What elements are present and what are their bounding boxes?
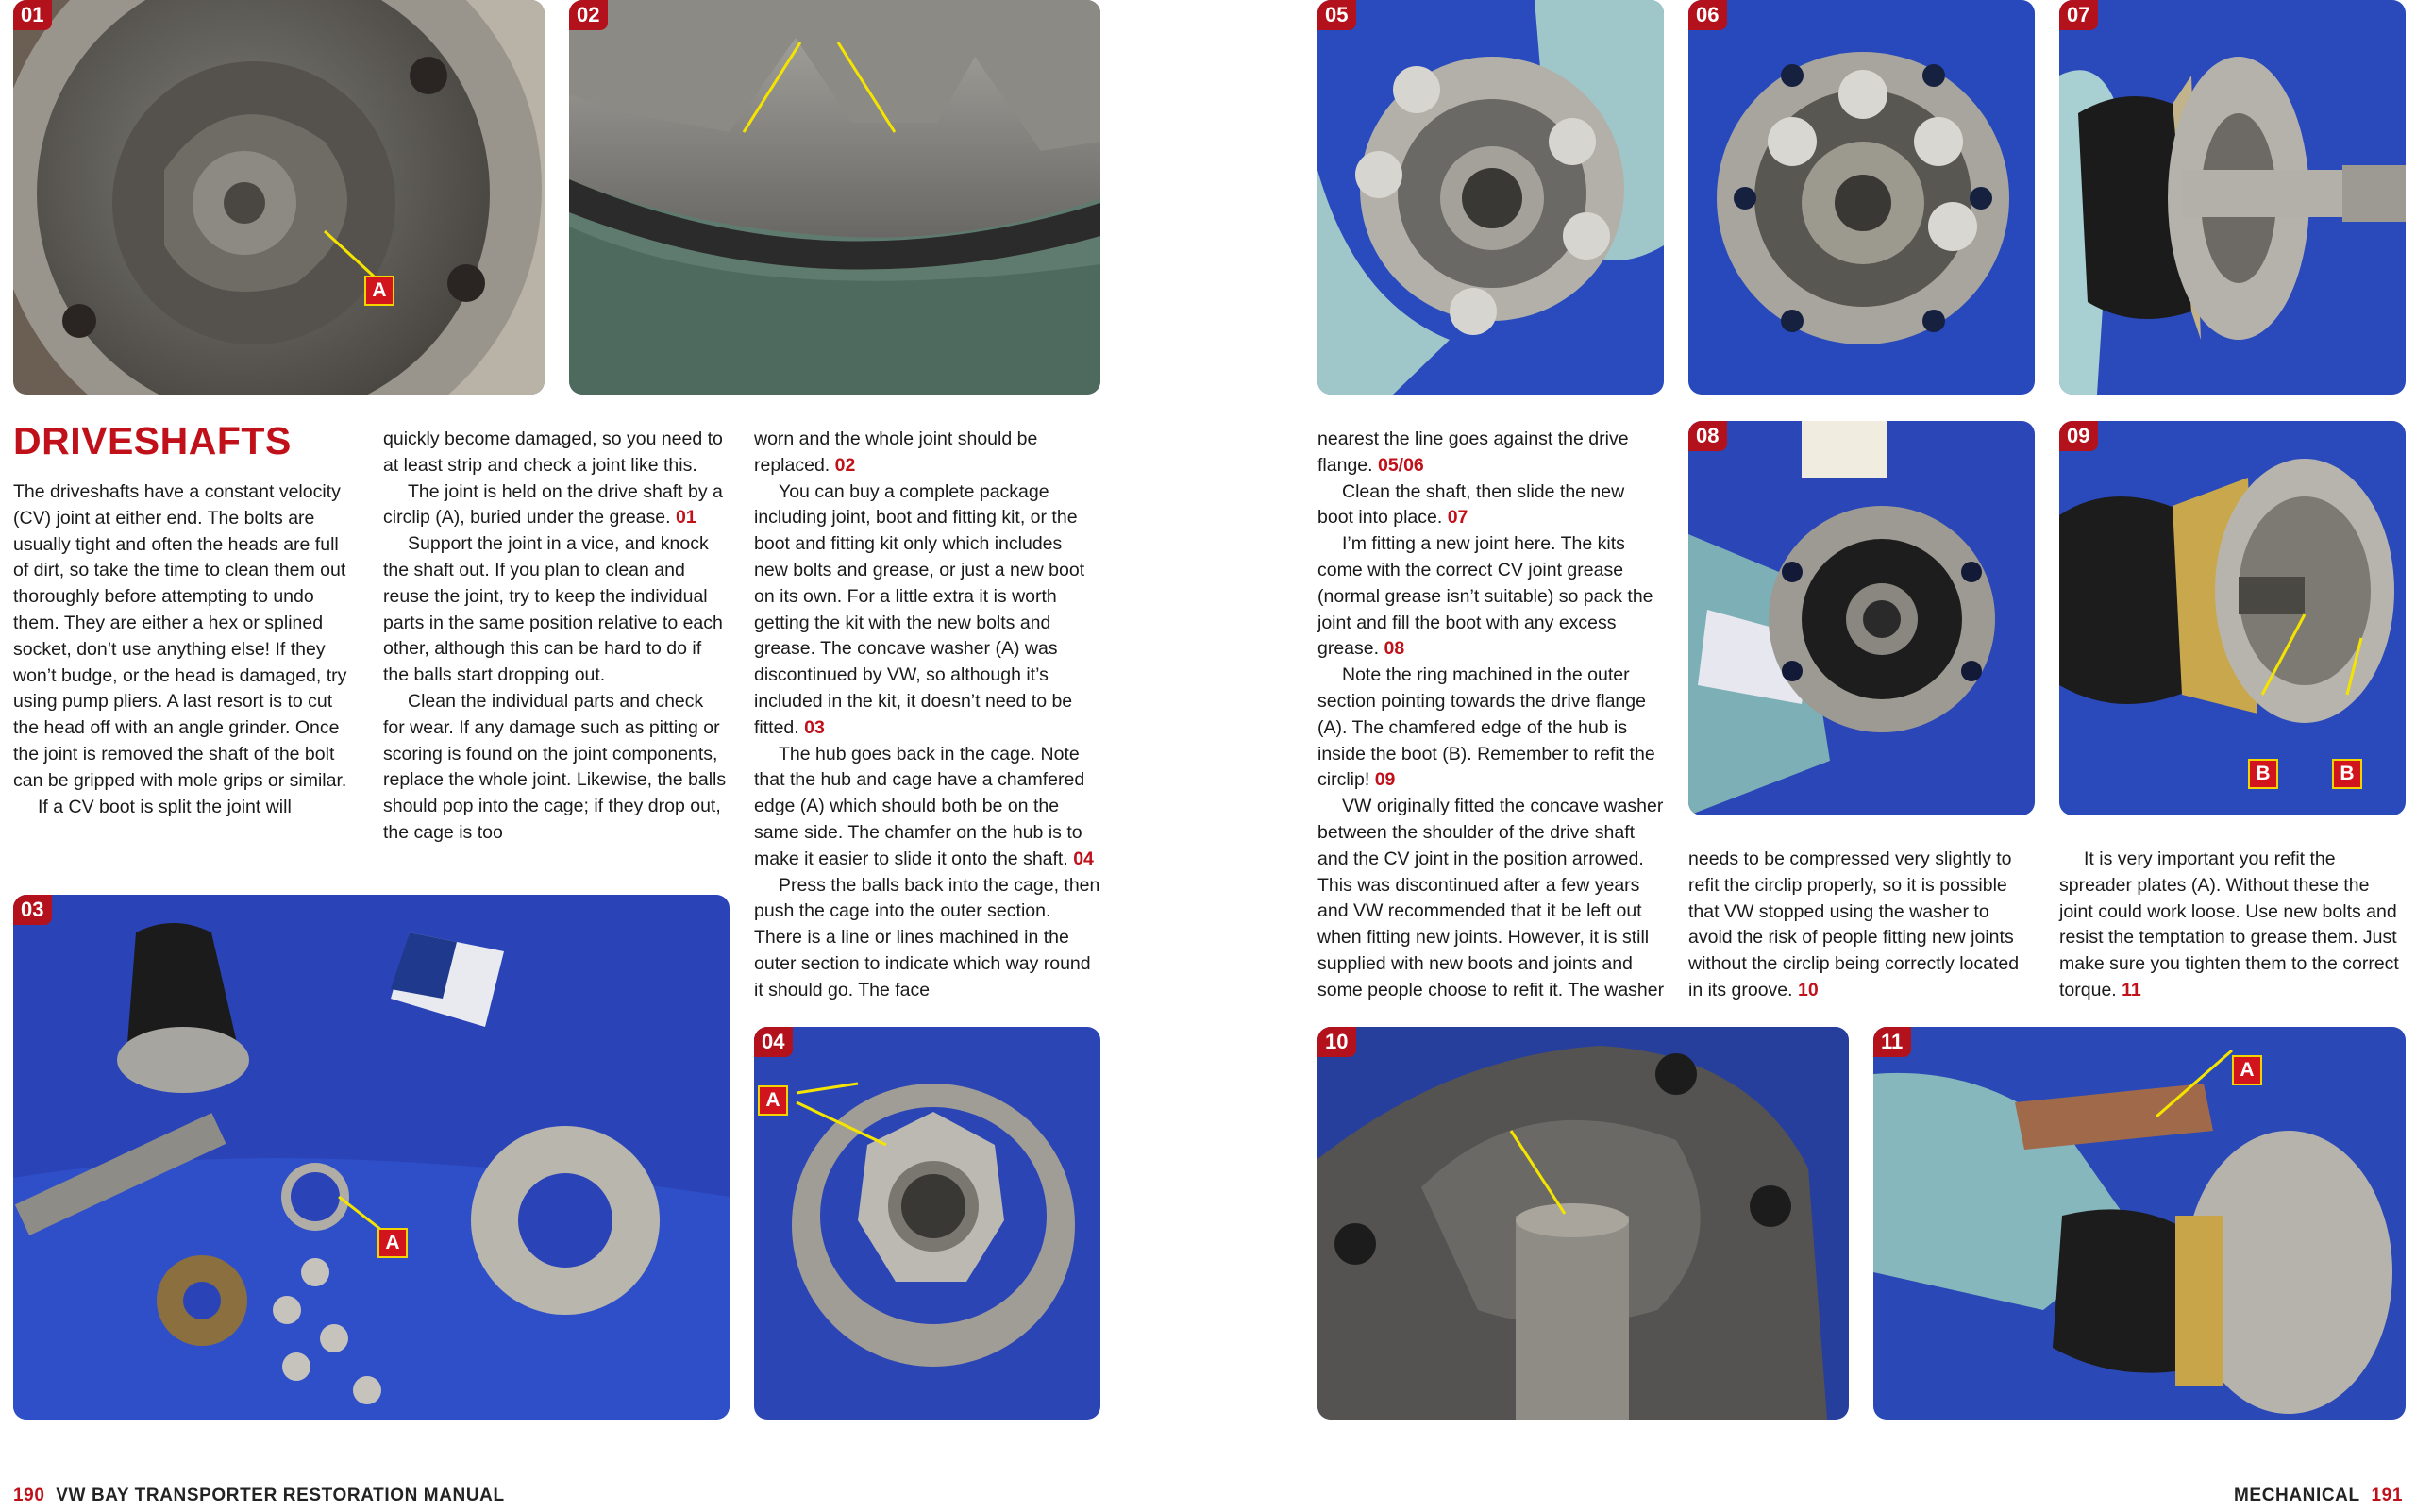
photo-number: 10 xyxy=(1317,1027,1356,1057)
joint-assembled-image xyxy=(1688,0,2035,395)
photo-reference: 07 xyxy=(1447,507,1468,529)
worn-cage-image xyxy=(569,0,1100,395)
paragraph: nearest the line goes against the drive flange. 05/06 xyxy=(1317,428,1629,476)
packing-grease-image xyxy=(1688,421,2035,815)
paragraph: quickly become damaged, so you need to at least strip and check a joint like this. xyxy=(383,428,723,476)
footer-left xyxy=(13,1486,505,1506)
label-marker: A xyxy=(758,1085,788,1116)
paragraph: worn and the whole joint should be replaced. 02 xyxy=(754,428,1038,476)
photo-number: 08 xyxy=(1688,421,1727,451)
photo-reference: 03 xyxy=(804,716,825,738)
text-column-5 xyxy=(1688,847,2035,1004)
photo-01 xyxy=(13,0,545,395)
photo-reference: 05/06 xyxy=(1377,454,1424,476)
boot-on-shaft-image xyxy=(2059,0,2406,395)
hub-in-cage-image xyxy=(754,1027,1100,1420)
paragraph: VW originally fitted the concave washer between the shoulder of the drive shaft and the CV joint in the position arrowed. This was discontinued after a few years and VW recommended that it be left out when fitting new joints. However, it is still supplied with new boots and joints and some people choose to refit it. The washer xyxy=(1317,796,1665,1000)
paragraph: Note the ring machined in the outer section pointing towards the drive flange (A). The chamfered edge of the hub is inside the boot (B). Remember to refit the circlip! 09 xyxy=(1317,664,1655,791)
photo-10 xyxy=(1317,1027,1849,1420)
spreader-plates-image xyxy=(1873,1027,2406,1420)
paragraph: Support the joint in a vice, and knock the shaft out. If you plan to clean and reuse the joint, try to keep the individual parts in the same position relative to each other, although this can be hard to do if the balls start dropping out. xyxy=(383,533,723,686)
footer-right xyxy=(2234,1486,2403,1506)
photo-04 xyxy=(754,1027,1100,1420)
photo-reference: 02 xyxy=(834,454,856,476)
label-marker: A xyxy=(378,1228,408,1258)
photo-number: 01 xyxy=(13,0,52,30)
text-column-2 xyxy=(383,427,730,847)
photo-number: 06 xyxy=(1688,0,1727,30)
washer-position-image xyxy=(1317,1027,1849,1420)
paragraph: I’m fitting a new joint here. The kits come with the correct CV joint grease (normal grease isn’t suitable) so pack the joint and fill the boot with any excess grease. 08 xyxy=(1317,533,1653,660)
text-column-6 xyxy=(2059,847,2406,1004)
label-marker: A xyxy=(2232,1055,2262,1085)
paragraph: Press the balls back into the cage, then push the cage into the outer section. There is a line or lines machined in the outer section to indicate which way round it should go. The face xyxy=(754,874,1100,1000)
photo-reference: 11 xyxy=(2122,979,2141,1000)
label-marker: B xyxy=(2332,759,2362,789)
photo-reference: 04 xyxy=(1073,848,1094,869)
paragraph: You can buy a complete package including joint, boot and fitting kit, or the boot and fitting kit only which includes new bolts and grease, or just a new boot on its own. For a little extra it is worth getting the kit with the new bolts and grease. The concave washer (A) was discontinued by VW, so although it’s included in the kit, it doesn’t need to be fitted. 03 xyxy=(754,480,1085,738)
photo-05 xyxy=(1317,0,1664,395)
page-number: 191 xyxy=(2371,1486,2403,1505)
circlip-refit-image xyxy=(2059,421,2406,815)
photo-number: 03 xyxy=(13,895,52,925)
text-column-4 xyxy=(1317,427,1665,1004)
text-column-3 xyxy=(754,427,1100,1004)
paragraph: Clean the shaft, then slide the new boot into place. 07 xyxy=(1317,480,1625,529)
photo-number: 04 xyxy=(754,1027,793,1057)
cv-joint-kit-image xyxy=(13,895,730,1420)
label-marker: A xyxy=(364,276,394,306)
balls-in-cage-image xyxy=(1317,0,1664,395)
section-heading: DRIVESHAFTS xyxy=(13,419,292,462)
photo-reference: 10 xyxy=(1797,979,1819,1000)
photo-number: 09 xyxy=(2059,421,2098,451)
photo-07 xyxy=(2059,0,2406,395)
page-number: 190 xyxy=(13,1486,45,1505)
paragraph: The joint is held on the drive shaft by a circlip (A), buried under the grease. 01 xyxy=(383,480,723,529)
photo-02 xyxy=(569,0,1100,395)
photo-number: 05 xyxy=(1317,0,1356,30)
photo-reference: 08 xyxy=(1384,638,1405,660)
cv-joint-greasy-image xyxy=(13,0,545,395)
chapter-title: MECHANICAL xyxy=(2234,1486,2360,1505)
photo-06 xyxy=(1688,0,2035,395)
photo-number: 02 xyxy=(569,0,608,30)
paragraph: Clean the individual parts and check for wear. If any damage such as pitting or scoring is found on the joint components, replace the whole joint. Likewise, the balls should pop into the cage; if they drop out, the cage is too xyxy=(383,690,727,843)
photo-reference: 09 xyxy=(1374,769,1396,791)
photo-number: 11 xyxy=(1873,1027,1911,1057)
photo-09 xyxy=(2059,421,2406,815)
paragraph: needs to be compressed very slightly to refit the circlip properly, so it is possible that VW stopped using the washer to avoid the risk of people fitting new joints without the circlip being correctly located in its groove. 10 xyxy=(1688,848,2020,1000)
photo-number: 07 xyxy=(2059,0,2098,30)
photo-reference: 01 xyxy=(676,507,696,529)
label-marker: B xyxy=(2248,759,2278,789)
photo-08 xyxy=(1688,421,2035,815)
paragraph: If a CV boot is split the joint will xyxy=(38,796,292,817)
book-title: VW BAY TRANSPORTER RESTORATION MANUAL xyxy=(56,1486,505,1505)
paragraph: It is very important you refit the spreader plates (A). Without these the joint could work loose. Use new bolts and resist the temptation to grease them. Just make sure you tighten them to the correct torque. 11 xyxy=(2059,848,2399,1000)
paragraph: The driveshafts have a constant velocity (CV) joint at either end. The bolts are usually tight and often the heads are full of dirt, so take the time to clean them out thoroughly before attempting to undo them. They are either a hex or splined socket, don’t use anything else! If they won’t budge, or the head is damaged, try using pump pliers. A last resort is to cut the head off with an angle grinder. Once the joint is removed the shaft of the bolt can be gripped with mole grips or similar. xyxy=(13,481,347,791)
text-column-1 xyxy=(13,479,348,820)
photo-03 xyxy=(13,895,730,1420)
paragraph: The hub goes back in the cage. Note that the hub and cage have a chamfered edge (A) which should both be on the same side. The chamfer on the hub is to make it easier to slide it onto the shaft. 04 xyxy=(754,743,1094,869)
photo-11 xyxy=(1873,1027,2406,1420)
